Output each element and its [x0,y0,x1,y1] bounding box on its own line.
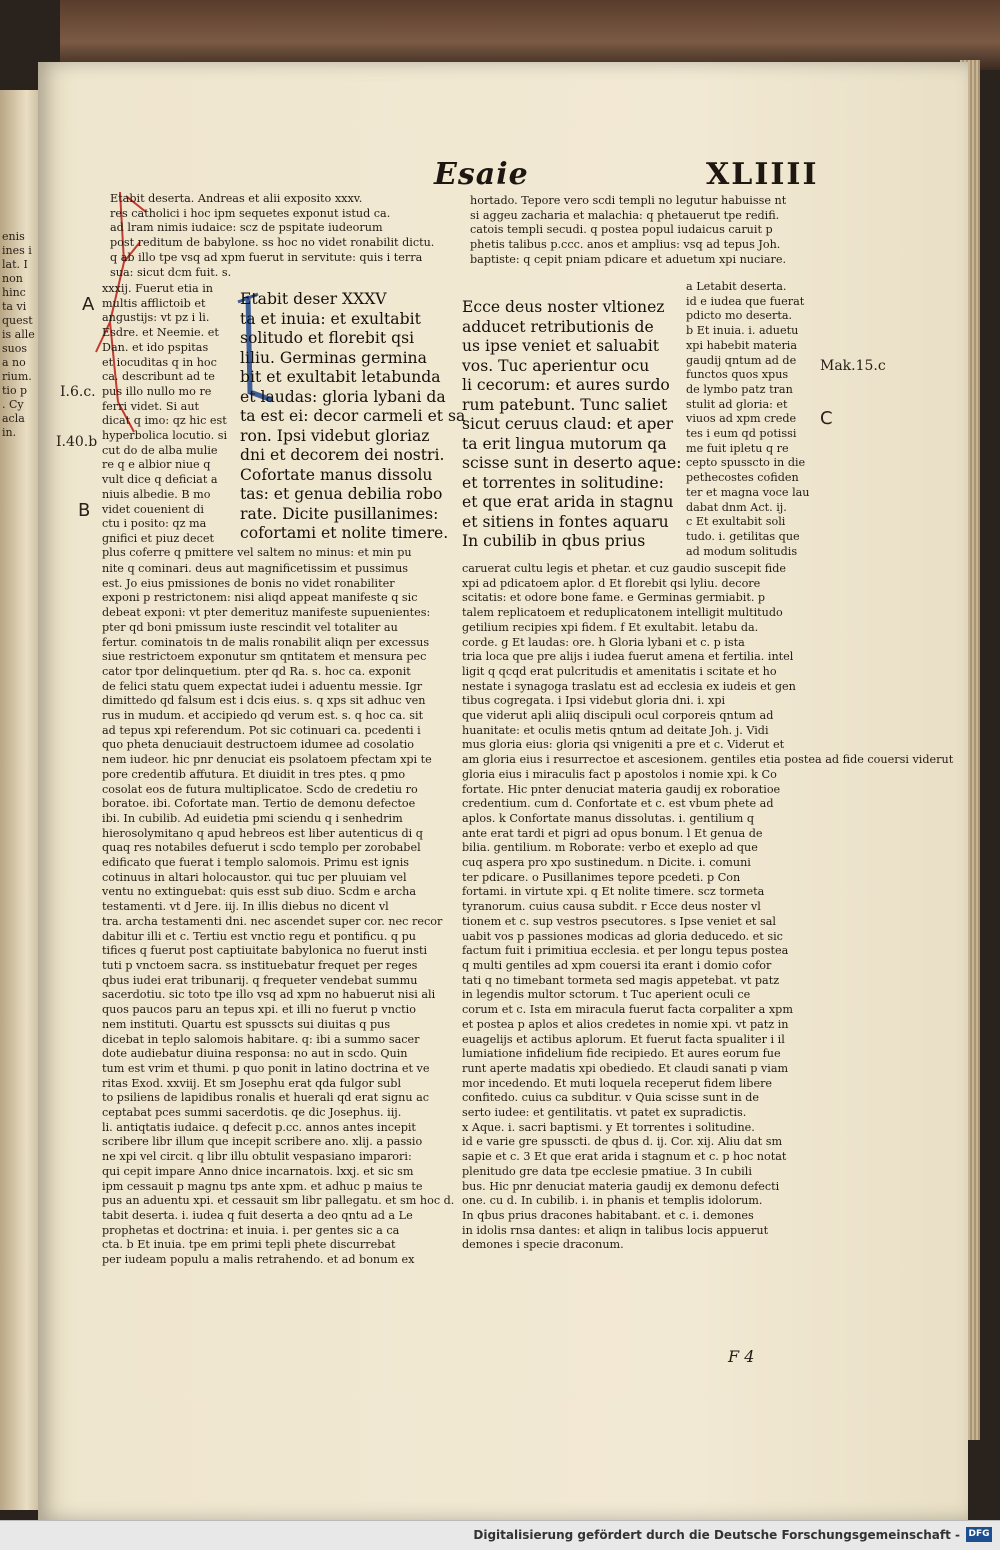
main-line: et que erat arida in stagnu [462,493,674,511]
gloss-line: q multi gentiles ad xpm couersi ita erant i domio cofor [462,958,772,972]
gloss-line: q ab illo tpe vsq ad xpm fuerut in servitute: quis i terra [110,250,423,264]
gloss-line: li. antiqtatis iudaice. q defecit p.cc. annos antes incepit [102,1120,416,1134]
gloss-line: edificato que fuerat i templo salomois. Primu est ignis [102,856,410,870]
gloss-line: c Et exultabit soli [686,515,786,529]
gloss-line: id e varie gre spusscti. de qbus d. ij. Cor. xij. Aliu dat sm [462,1135,783,1149]
gloss-line: ferri videt. Si aut [102,399,200,413]
gloss-line: lumiatione infidelium fide recipiedo. Et aures eorum fue [462,1047,781,1061]
gloss-line: am gloria eius i resurrectoe et ascesionem. gentiles etia postea ad fide couersi viderut [462,753,954,767]
left-page [0,90,38,1510]
gloss-line: bus. Hic pnr denuciat materia gaudij ex demonu defecti [462,1179,780,1193]
gloss-line: rus in mudum. et accipiedo qd verum est. s. q hoc ca. sit [102,709,424,723]
gloss-line: boratoe. ibi. Cofortate man. Tertio de demonu defectoe [102,797,416,811]
main-text-left [240,290,472,544]
gloss-line: cuq aspera pro xpo sustinedum. n Dicite. i. comuni [462,856,751,870]
main-line: Etabit deser XXXV [240,290,387,308]
gloss-line: sapie et c. 3 Et que erat arida i stagnum et c. p hoc notat [462,1150,787,1164]
main-line: ta est ei: decor carmeli et sa [240,407,466,425]
gloss-line: testamenti. vt d Jere. iij. In illis diebus no dicent vl [102,900,389,914]
gloss-line: dicat q imo: qz hic est [102,414,227,428]
gloss-line: de lymbo patz tran [686,382,793,396]
gloss-line: pter qd boni pmissum iuste rescindit vel totaliter au [102,620,398,634]
gloss-line: post reditum de babylone. ss hoc no videt ronabilit dictu. [110,236,435,250]
gloss-line: in idolis rnsa dantes: et aliqn in talibus locis appuerut [462,1223,769,1237]
gloss-line: debeat exponi: vt pter demerituz manifeste supuenientes: [102,606,431,620]
gloss-line: tes i eum qd potissi [686,427,797,441]
book-page [38,62,968,1520]
gloss-line: confitedo. cuius ca subditur. v Quia scisse sunt in de [462,1091,760,1105]
gloss-line: de felici statu quem expectat iudei i aduentu messie. Igr [102,679,423,693]
dfg-logo: DFG [966,1527,992,1542]
gloss-line: ter pdicare. o Pusillanimes tepore pcedeti. p Con [462,870,741,884]
gloss-line: qui cepit impare Anno dnice incarnatois. lxxj. et sic sm [102,1164,414,1178]
main-text-right [462,298,687,552]
gloss-line: tria loca que pre alijs i iudea fuerut amena et fertilia. intel [462,650,794,664]
gloss-line: me fuit ipletu q re [686,441,789,455]
gloss-line: angustijs: vt pz i li. [102,311,210,325]
gloss-line: baptiste: q cepit pniam pdicare et aduetum xpi nuciare. [470,252,787,266]
gloss-line: ad lram nimis iudaice: scz de pspitate iudeorum [110,221,383,235]
gloss-line: tudo. i. getilitas que [686,529,800,543]
gloss-line: one. cu d. In cubilib. i. in phanis et templis idolorum. [462,1194,763,1208]
gloss-line: ca. describunt ad te [102,370,215,384]
gloss-line: per iudeam populu a malis retrahendo. et ad bonum ex [102,1253,415,1267]
gloss-line: pus an aduentu xpi. et cessauit sm libr pallegatu. et sm hoc d. [102,1194,455,1208]
gloss-line: tibus cogregata. i Ipsi videbut gloria dni. i. xpi [462,694,726,708]
gloss-line: functos quos xpus [686,368,789,382]
running-head: Esaie [434,157,529,192]
gloss-line: demones i specie draconum. [462,1238,624,1252]
gloss-line: Esdre. et Neemie. et [102,326,219,340]
gloss-line: dabitur illi et c. Tertiu est vnctio regu et pontificu. q pu [102,929,416,943]
gloss-line: re q e albior niue q [102,458,211,472]
gloss-line: cut do de alba mulie [102,443,218,457]
main-line: ta erit lingua mutorum qa [462,434,667,453]
main-line: sicut ceruus claud: et aper [462,415,674,433]
main-line: rum patebunt. Tunc saliet [462,395,668,414]
gloss-line-full-width: plus coferre q pmittere vel saltem no minus: et min pu [102,546,412,559]
gloss-line: fortami. in virtute xpi. q Et nolite timere. scz tormeta [462,885,765,899]
gloss-line: fortate. Hic pnter denuciat materia gaudij ex roboratioe [462,782,781,796]
lower-right-gloss [462,562,954,1253]
margin-letter-a: A [82,294,95,315]
gloss-line: hyperbolica locutio. si [102,429,228,443]
gloss-line: et iocuditas q in hoc [102,355,217,369]
gloss-line: tyranorum. cuius causa subdit. r Ecce deus noster vl [462,900,761,914]
main-line: In cubilib in qbus prius [462,532,646,550]
gloss-line: prophetas et doctrina: et inuia. i. per gentes sic a ca [102,1223,400,1237]
gloss-line: multis afflictoib et [102,296,206,310]
gloss-line: credentium. cum d. Confortate et c. est vbum phete ad [462,797,774,811]
gloss-line: corum et c. Ista em miracula fuerut facta corpaliter a xpm [462,1003,793,1017]
gloss-line: xpi ad pdicatoem aplor. d Et florebit qsi lyliu. decore [462,576,761,590]
book-edge-top [60,0,1000,70]
gloss-line: que viderut apli aliiq discipuli ocul corporeis qntum ad [462,709,774,723]
main-line: Cofortate manus dissolu [240,465,433,484]
gloss-line: runt aperte madatis xpi obediedo. Et claudi sanati p viam [462,1061,789,1075]
gloss-line: fertur. cominatois tn de malis ronabilit aliqn per excessus [102,635,430,649]
gloss-line: ritas Exod. xxviij. Et sm Josephu erat qda fulgor subl [102,1076,402,1090]
gloss-line: nem iudeor. hic pnr denuciat eis psolatoem pfectam xpi te [102,753,432,767]
top-right-gloss [470,194,825,268]
gloss-line: sacerdotiu. sic toto tpe illo vsq ad xpm no habuerut nisi ali [102,988,436,1002]
gloss-line: gaudij qntum ad de [686,353,797,367]
gloss-line: cta. b Et inuia. tpe em primi tepli phete discurrebat [102,1238,396,1252]
gloss-line: niuis albedie. B mo [102,487,211,501]
gloss-line: ipm cessauit p magnu tps ante xpm. et adhuc p maius te [102,1179,423,1193]
gloss-line: exponi p restrictonem: nisi aliqd appeat manifeste q sic [102,591,418,605]
main-line: scisse sunt in deserto aque: [462,454,682,472]
gloss-line: tifices q fuerut post captiuitate babylonica no fuerut insti [102,944,428,958]
gloss-line: scribere libr illum que incepit scribere ano. xlij. a passio [102,1135,423,1149]
margin-ref-1: I.6.c. [60,384,96,400]
folio-number: XLIIII [706,157,819,192]
main-line: li cecorum: et aures surdo [462,376,670,394]
gloss-line: tati q no timebant tormeta sed magis appetebat. vt patz [462,973,780,987]
gloss-line: quaq res notabiles defuerut i scdo templo per zorobabel [102,841,421,855]
gloss-line: Dan. et ido pspitas [102,340,209,354]
gloss-line: quos paucos paru an tepus xpi. et illi no fuerut p vnctio [102,1003,416,1017]
main-line: et laudas: gloria lybani da [240,387,446,406]
gloss-line: sua: sicut dcm fuit. s. [110,265,232,279]
gloss-line: nestate i synagoga traslatu est ad ecclesia ex iudeis et gen [462,679,796,693]
gloss-line: cotinuus in altari holocaustor. qui tuc per pluuiam vel [102,870,407,884]
gloss-line: est. Jo eius pmissiones de bonis no videt ronabiliter [102,576,395,590]
gloss-line: phetis talibus p.ccc. anos et amplius: vsq ad tepus Joh. [470,238,781,252]
margin-letter-c: C [820,408,833,429]
gloss-line: to psiliens de lapidibus ronalis et huerali qd erat signu ac [102,1091,430,1105]
gloss-line: nite q cominari. deus aut magnificetissim et pussimus [102,562,409,575]
gloss-line: tum est vrim et thumi. p quo ponit in latino doctrina et ve [102,1061,430,1075]
gloss-line: tra. archa testamenti dni. nec ascendet super cor. nec recor [102,914,443,928]
gloss-line: a Letabit deserta. [686,280,787,293]
gloss-line: ante erat tardi et pigri ad opus bonum. l Et genua de [462,826,763,840]
gloss-line: huanitate: et oculis metis qntum ad deitate Joh. j. Vidi [462,723,769,737]
margin-ref-2: I.40.b [56,434,98,450]
margin-letter-b: B [78,500,91,521]
gloss-line: cosolat eos de futura multiplicatoe. Scdo de credetiu ro [102,782,418,796]
gloss-line: pdicto mo deserta. [686,309,793,323]
gloss-line: cepto spusscto in die [686,456,806,470]
margin-ref-3: Mak.15.c [820,358,886,374]
gloss-line: pore credentib affutura. Et diuidit in tres ptes. q pmo [102,767,406,781]
gloss-line: Etabit deserta. Andreas et alii exposito xxxv. [110,192,363,205]
gloss-line: mor incedendo. Et muti loquela receperut fidem libere [462,1076,773,1090]
gloss-line: id e iudea que fuerat [686,294,805,308]
gloss-line: serto iudee: et gentilitatis. vt patet ex supradictis. [462,1106,747,1120]
lower-left-gloss [102,562,472,1268]
gloss-line: plenitudo gre data tpe ecclesie pmatiue. 3 In cubili [462,1164,752,1178]
main-line: ron. Ipsi videbut gloriaz [240,426,430,445]
gloss-line: ventu no extinguebat: quis esst sub diuo. Scdm e archa [102,885,416,899]
gloss-line: siue restrictoem exponutur sm qntitatem et mensura pec [102,650,427,664]
gloss-line: hortado. Tepore vero scdi templi no legutur habuisse nt [470,194,787,207]
main-line: dni et decorem dei nostri. [240,446,445,464]
gloss-line: xxxij. Fuerut etia in [102,282,213,295]
gloss-line: mus gloria eius: gloria qsi vnigeniti a pre et c. Viderut et [462,738,785,752]
gloss-line: gloria eius i miraculis fact p apostolos i nomie xpi. k Co [462,767,777,781]
main-line: bit et exultabit letabunda [240,368,441,386]
footer-bar [0,1520,1000,1550]
gloss-line: dicebat in teplo salomois habitare. q: ibi a summo sacer [102,1032,420,1046]
gloss-line: ter et magna voce lau [686,485,810,499]
gloss-line: pus illo nullo mo re [102,384,212,398]
gloss-line: dimittedo qd falsum est i dcis eius. s. q xps sit adhuc ven [102,694,426,708]
main-line: et sitiens in fontes aquaru [462,512,669,531]
gloss-line: qbus iudei erat tribunarij. q frequeter vendebat summu [102,973,418,987]
gloss-line: cator tpor delinquetium. pter qd Ra. s. hoc ca. exponit [102,664,411,678]
main-line: rate. Dicite pusillanimes: [240,504,439,523]
right-gloss [686,280,816,559]
gloss-line: dabat dnm Act. ij. [686,500,787,514]
gloss-line: ad modum solitudis [686,544,798,558]
gloss-line: aplos. k Confortate manus dissolutas. i. gentilium q [462,811,755,825]
gloss-line: getilium recipies xpi fidem. f Et exultabit. letabu da. [462,620,759,634]
gloss-line: videt couenient di [102,502,204,516]
gloss-line: ctu i posito: qz ma [102,517,207,531]
gloss-line: in legendis multor sctorum. t Tuc aperient oculi ce [462,988,751,1002]
left-gloss [102,282,240,547]
gloss-line: stulit ad gloria: et [686,397,788,411]
main-line: et torrentes in solitudine: [462,473,664,492]
gloss-line: nem instituti. Quartu est spusscts sui diuitas q pus [102,1017,391,1031]
main-line: us ipse veniet et saluabit [462,337,659,355]
gloss-line: gnifici et piuz decet [102,531,215,545]
gloss-line: si aggeu zacharia et malachia: q phetauerut tpe redifi. [470,208,780,222]
gloss-line: res catholici i hoc ipm sequetes exponut istud ca. [110,206,391,220]
gloss-line: quo pheta denuciauit destructoem idumee ad cosolatio [102,738,415,752]
gloss-line: b Et inuia. i. aduetu [686,324,799,338]
main-line: ta et inuia: et exultabit [240,309,421,328]
gloss-line: tionem et c. sup vestros psecutores. s Ipse veniet et sal [462,914,776,928]
gloss-line: caruerat cultu legis et phetar. et cuz gaudio suscepit fide [462,562,787,575]
gloss-line: xpi habebit materia [686,338,798,352]
gloss-line: catois templi secudi. q postea popul iudaicus caruit p [470,223,773,237]
gloss-line: euagelijs et actibus aplorum. Et fuerut facta spualiter i il [462,1032,785,1046]
signature-mark: F 4 [728,1347,755,1366]
main-line: cofortami et nolite timere. [240,524,449,542]
gloss-line: corde. g Et laudas: ore. h Gloria lybani et c. p ista [462,635,745,649]
gloss-line: vult dice q deficiat a [102,473,218,487]
top-gloss [110,192,470,280]
main-line: vos. Tuc aperientur ocu [462,356,650,375]
gloss-line: dote audiebatur diuina responsa: no aut in scdo. Quin [102,1047,408,1061]
main-line: tas: et genua debilia robo [240,485,443,503]
main-line: adducet retributionis de [462,317,654,336]
gloss-line: bilia. gentilium. m Roborate: verbo et exeplo ad que [462,841,758,855]
gloss-line: scitatis: et odore bone fame. e Germinas germiabit. p [462,591,766,605]
gloss-line: hierosolymitano q apud hebreos est liber autenticus di q [102,826,423,840]
footer-text: Digitalisierung gefördert durch die Deutsche Forschungsgemeinschaft - [473,1528,960,1542]
gloss-line: ligit q qcqd erat pulcritudis et amenitatis i scitate et ho [462,664,777,678]
main-line: Ecce deus noster vltionez [462,298,665,316]
gloss-line: tuti p vnctoem sacra. ss instituebatur frequet per reges [102,958,418,972]
left-page-fragment: enis ines i lat. I non hinc ta vi quest is alle suos a no rium. tio p . Cy acla in. [2,230,35,439]
gloss-line: et postea p aplos et alios credetes in nomie xpi. vt patz in [462,1017,789,1031]
gloss-line: ibi. In cubilib. Ad euidetia pmi sciendu q i senhedrim [102,811,403,825]
main-line: liliu. Germinas germina [240,348,427,367]
gloss-line: uabit vos p passiones modicas ad gloria deducedo. et sic [462,929,783,943]
gloss-line: pethecostes cofiden [686,471,799,485]
gloss-line: viuos ad xpm crede [686,412,797,426]
gloss-line: ceptabat pces summi sacerdotis. qe dic Josephus. iij. [102,1106,402,1120]
gloss-line: tabit deserta. i. iudea q fuit deserta a deo qntu ad a Le [102,1208,413,1222]
gloss-line: x Aque. i. sacri baptismi. y Et torrentes i solitudine. [462,1120,755,1134]
gloss-line: In qbus prius dracones habitabant. et c. i. demones [462,1208,754,1222]
gloss-line: ad tepus xpi referendum. Pot sic cotinuari ca. pcedenti i [102,723,421,737]
main-line: solitudo et florebit qsi [240,329,415,347]
gloss-line: factum fuit i primitiua ecclesia. et per longu tepus postea [462,944,789,958]
gloss-line: ne xpi vel circit. q libr illu obtulit vespasiano imparori: [102,1150,412,1164]
gloss-line: talem replicatoem et reduplicatonem intelligit multitudo [462,606,783,620]
